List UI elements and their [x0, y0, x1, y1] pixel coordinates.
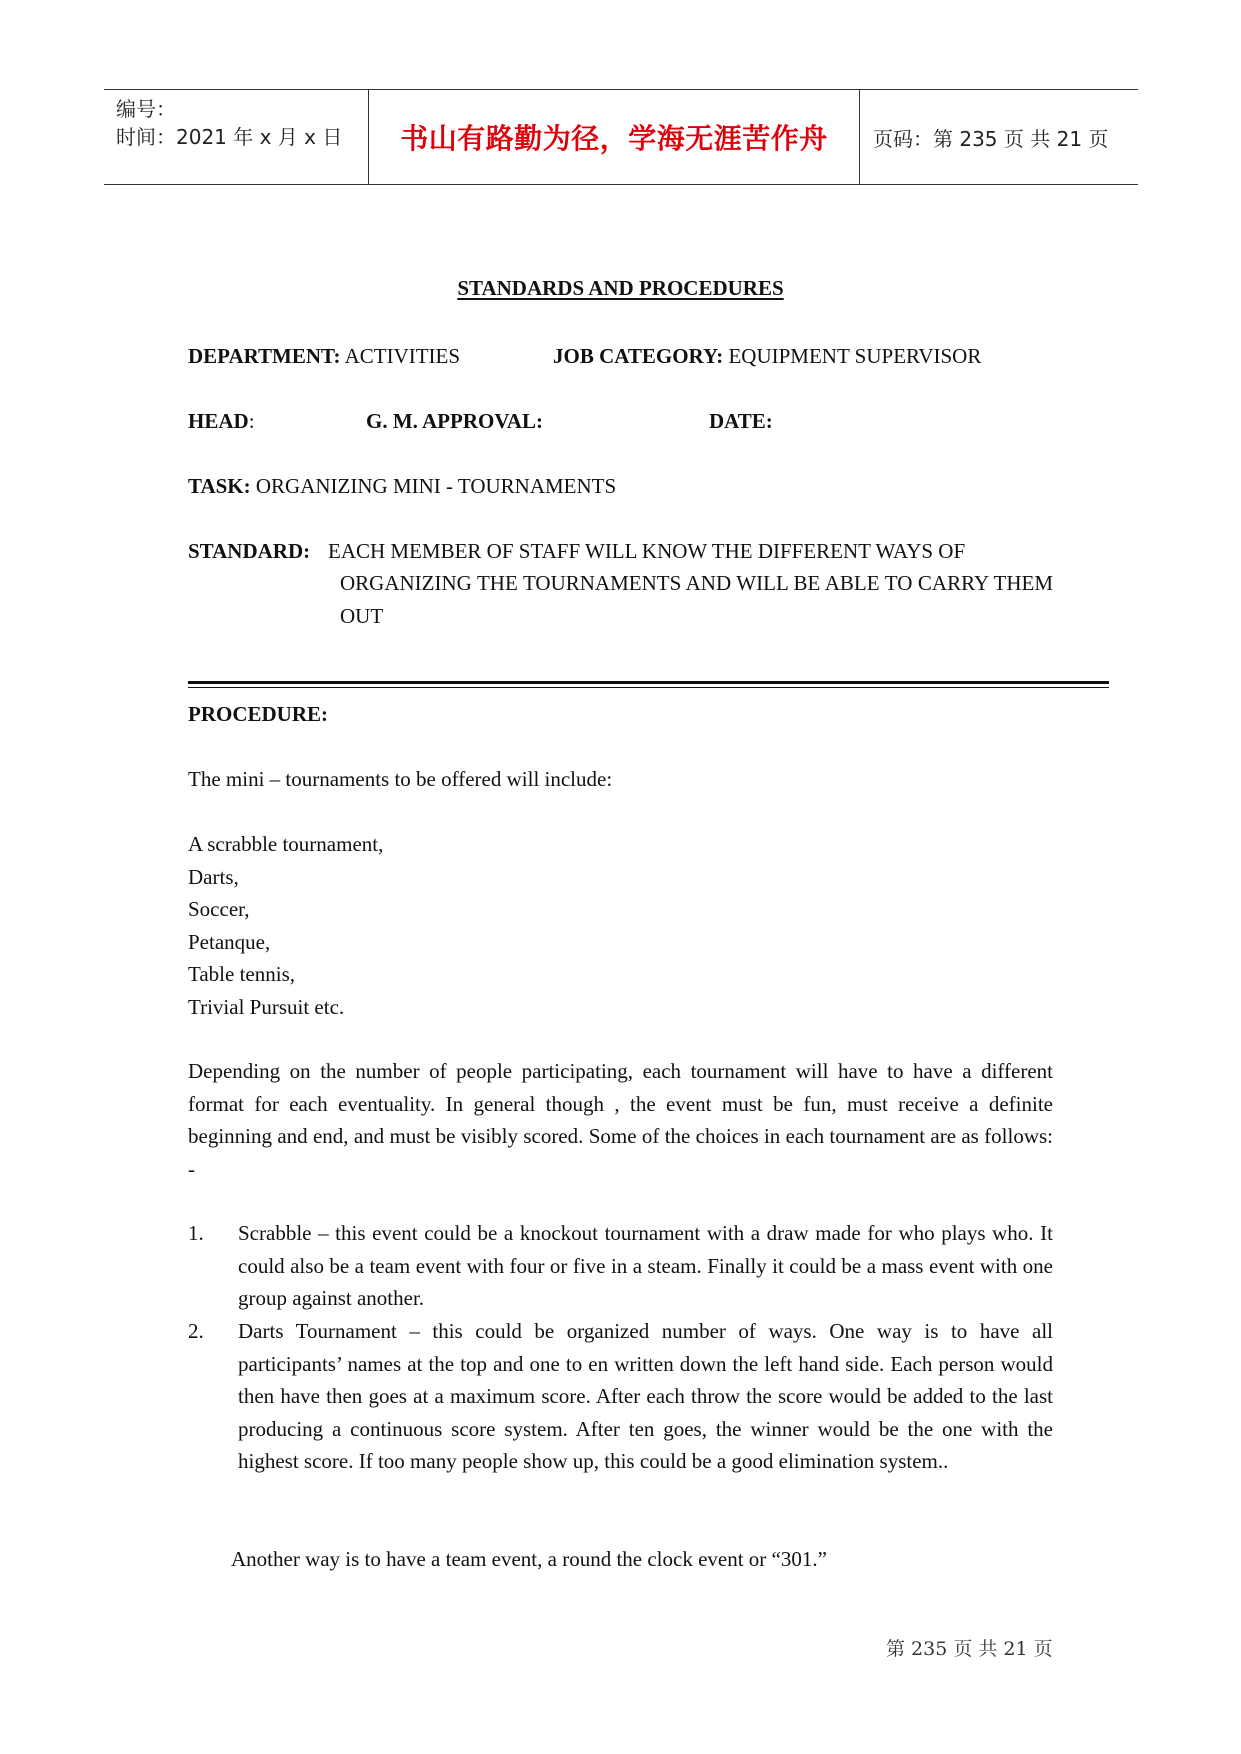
head-label: HEAD [188, 409, 249, 433]
task-line [188, 470, 616, 503]
document-title-text: STANDARDS AND PROCEDURES [457, 276, 784, 300]
section-divider-thick [188, 681, 1109, 684]
header-motto-cell [369, 90, 860, 184]
list-item: Petanque, [188, 929, 271, 954]
item-number: 1. [188, 1221, 204, 1245]
serial-number-label: 编号： [116, 97, 176, 121]
standard-first-line: EACH MEMBER OF STAFF WILL KNOW THE DIFFERENT WAYS OF [328, 539, 966, 563]
document-title [0, 276, 1241, 301]
standard-continuation: ORGANIZING THE TOURNAMENTS AND WILL BE ABLE TO CARRY THEM OUT [340, 571, 1053, 628]
date-label: DATE: [709, 409, 773, 433]
task-label: TASK: [188, 474, 251, 498]
department-value: ACTIVITIES [340, 344, 461, 368]
head-line [188, 405, 255, 438]
list-item: Darts, [188, 864, 239, 889]
list-item: A scrabble tournament, [188, 832, 384, 856]
procedure-label: PROCEDURE: [188, 702, 328, 726]
list-item: Soccer, [188, 897, 250, 921]
item-text: Scrabble – this event could be a knockout tournament with a draw made for who plays who. It could also be a team event with four or five in a steam. Finally it could be a mass event with one group against another. [238, 1221, 1053, 1310]
section-divider-thin [188, 687, 1109, 688]
header-page-cell [861, 90, 1138, 184]
task-value: ORGANIZING MINI - TOURNAMENTS [250, 474, 617, 498]
body-paragraph: Depending on the number of people participating, each tournament will have to have a different format for each eventuality. In general though , the event must be fun, must receive a definite beginning and end, and must be visibly scored. Some of the choices in each tournament are as follows: - [188, 1059, 1053, 1181]
tournament-list [188, 828, 383, 1023]
job-category-line [553, 340, 981, 373]
page-code: 页码：第 235 页 共 21 页 [873, 127, 1109, 151]
header-info-cell [104, 90, 369, 184]
another-way-text: Another way is to have a team event, a round the clock event or “301.” [231, 1547, 827, 1571]
job-category-value: EQUIPMENT SUPERVISOR [723, 344, 982, 368]
item-number: 2. [188, 1319, 204, 1343]
item-text: Darts Tournament – this could be organized number of ways. One way is to have all participants’ names at the top and one to en written down the left hand side. Each person would then have then goes at a maximum score. After each throw the score would be added to the last producing a continuous score system. After ten goes, the winner would be the one with the highest score. If too many people show up, this could be a good elimination system.. [238, 1319, 1053, 1473]
motto-text: 书山有路勤为径，学海无涯苦作舟 [400, 122, 828, 155]
list-item: Trivial Pursuit etc. [188, 994, 345, 1019]
standard-label: STANDARD: [188, 539, 311, 563]
page-footer: 第 235 页 共 21 页 [886, 1638, 1053, 1660]
department-label: DEPARTMENT: [188, 344, 341, 368]
header-table [104, 89, 1138, 185]
list-item: Table tennis, [188, 962, 295, 986]
head-colon: : [248, 409, 255, 433]
intro-text: The mini – tournaments to be offered will include: [188, 767, 613, 791]
department-line [188, 340, 460, 373]
job-category-label: JOB CATEGORY: [553, 344, 724, 368]
gm-approval-label: G. M. APPROVAL: [366, 409, 543, 433]
time-label: 时间：2021 年 x 月 x 日 [116, 125, 343, 149]
